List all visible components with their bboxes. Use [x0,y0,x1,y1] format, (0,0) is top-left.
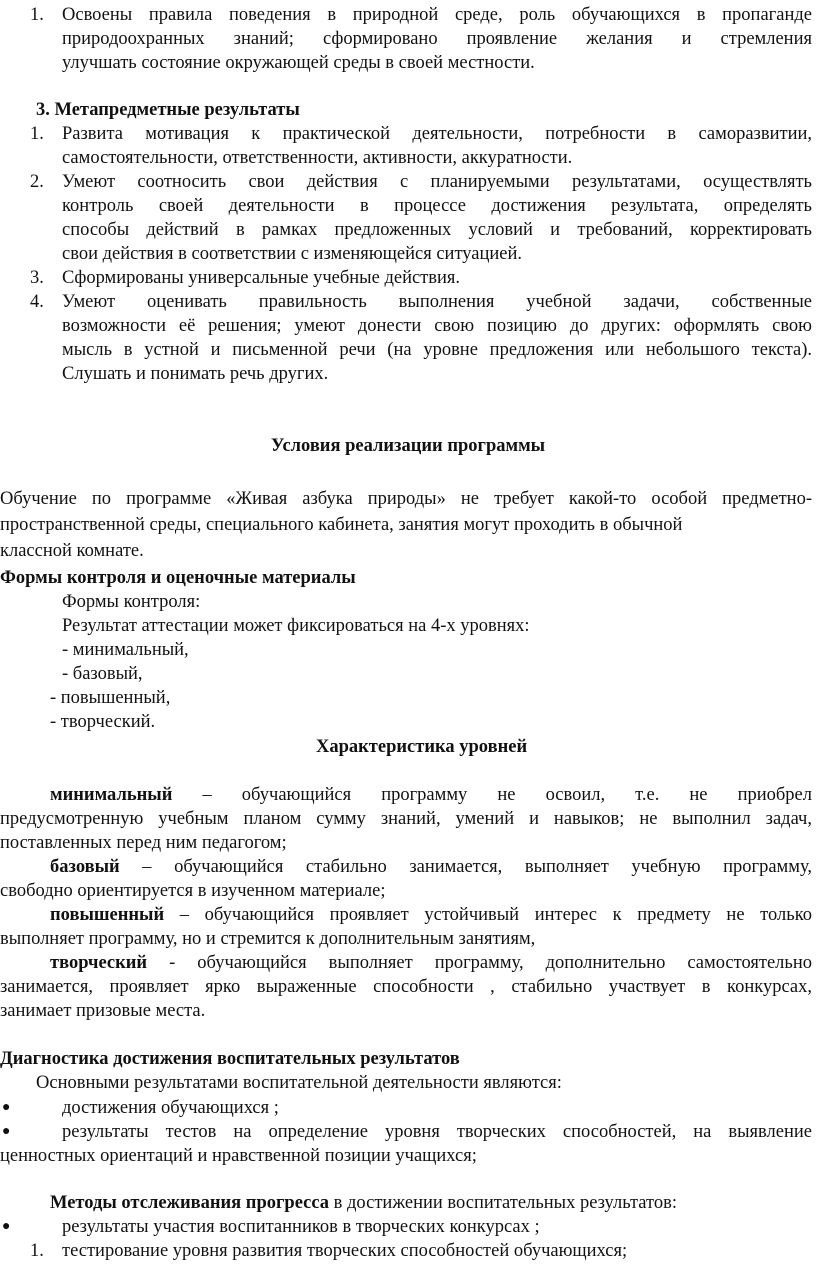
level-term: базовый [50,857,120,877]
level-first-line: базовый – обучающийся стабильно занимается, выполняет учебную программу, [50,857,812,877]
list-number: 3. [30,268,44,288]
level-line: выполняет программу, но и стремится к дополнительным занятиям, [0,929,536,949]
level-first-line: повышенный – обучающийся проявляет устойчивый интерес к предмету не только [50,905,812,925]
bullet-text: достижения обучающихся ; [62,1098,279,1118]
paragraph-line: пространственной среды, специального кабинета, занятия могут проходить в обычной [0,515,683,535]
methods-heading-rest: в достижении воспитательных результатов: [329,1193,677,1213]
control-heading: Формы контроля и оценочные материалы [0,568,356,588]
conditions-heading: Условия реализации программы [270,436,546,456]
list-line: Умеют оценивать правильность выполнения учебной задачи, собственные [62,292,812,312]
list-line: природоохранных знаний; сформировано проявление желания и стремления [62,29,812,49]
list-item [0,1239,816,1263]
list-line: способы действий в рамках предложенных условий и требований, корректировать [62,220,812,240]
control-line: Формы контроля: [62,592,201,612]
outcomes-list-top [0,3,816,75]
diagnostics-intro: Основными результатами воспитательной деятельности являются: [36,1073,562,1093]
level-description [0,903,812,951]
list-number: 2. [30,172,44,192]
list-item [0,170,816,266]
level-term: повышенный [50,905,165,925]
levels-heading: Характеристика уровней [316,737,528,757]
list-line: возможности её решения; умеют донести свою позицию до других: оформлять свою [62,316,812,336]
bullet-text: результаты участия воспитанников в творческих конкурсах ; [62,1217,540,1237]
level-line: поставленных перед ним педагогом; [0,833,287,853]
bullet-icon: ● [2,1100,11,1115]
bullet-item [0,1120,812,1168]
bullet-item [0,1096,812,1120]
list-item [0,266,816,290]
list-line: Освоены правила поведения в природной среде, роль обучающихся в пропаганде [62,5,812,25]
list-line: улучшать состояние окружающей среды в своей местности. [62,53,535,73]
level-first-line: минимальный – обучающийся программу не освоил, т.е. не приобрел [50,785,812,805]
bullet-item [0,1215,812,1239]
list-line: Развита мотивация к практической деятельности, потребности в саморазвитии, [62,124,812,144]
conditions-paragraph [0,486,812,564]
control-line: Результат аттестации может фиксироваться на 4-х уровнях: [62,616,530,636]
list-number: 1. [30,124,44,144]
control-level-item: - повышенный, [50,688,171,708]
methods-heading-bold: Методы отслеживания прогресса [50,1193,330,1213]
meta-results-list [0,122,816,386]
bullet-icon: ● [2,1219,11,1234]
level-description [0,855,812,903]
list-line: Сформированы универсальные учебные действия. [62,268,461,288]
list-item [0,3,816,75]
list-number: 1. [30,1241,44,1261]
level-description [0,951,812,1023]
level-first-line: творческий - обучающийся выполняет программу, дополнительно самостоятельно [50,953,812,973]
list-line: контроль своей деятельности в процессе достижения результата, определять [62,196,812,216]
list-item [0,290,816,386]
methods-numbered-list [0,1239,816,1263]
level-term: минимальный [50,785,173,805]
methods-heading [50,1191,677,1215]
paragraph-line: классной комнате. [0,541,144,561]
diagnostics-heading: Диагностика достижения воспитательных результатов [0,1049,460,1069]
bullet-text-continued: ценностных ориентаций и нравственной позиции учащихся; [0,1146,477,1166]
control-level-item: - базовый, [62,664,143,684]
meta-results-heading: 3. Метапредметные результаты [36,100,300,120]
list-number: 4. [30,292,44,312]
list-line: тестирование уровня развития творческих способностей обучающихся; [62,1241,628,1261]
control-level-item: - творческий. [50,712,156,732]
level-description [0,783,812,855]
level-line: свободно ориентируется в изученном материале; [0,881,386,901]
list-line: свои действия в соответствии с изменяющейся ситуацией. [62,244,523,264]
control-level-item: - минимальный, [62,640,189,660]
level-line: предусмотренную учебным планом сумму знаний, умений и навыков; не выполнил задач, [0,809,812,829]
list-line: Слушать и понимать речь других. [62,364,329,384]
level-line: занимает призовые места. [0,1001,206,1021]
bullet-text: результаты тестов на определение уровня творческих способностей, на выявление [62,1122,812,1142]
paragraph-line: Обучение по программе «Живая азбука природы» не требует какой-то особой предметно- [0,489,812,509]
list-line: Умеют соотносить свои действия с планируемыми результатами, осуществлять [62,172,812,192]
list-line: мысль в устной и письменной речи (на уровне предложения или небольшого текста). [62,340,812,360]
level-term: творческий [50,953,148,973]
list-number: 1. [30,5,44,25]
level-line: занимается, проявляет ярко выраженные способности , стабильно участвует в конкурсах, [0,977,812,997]
list-line: самостоятельности, ответственности, активности, аккуратности. [62,148,573,168]
bullet-icon: ● [2,1124,11,1139]
list-item [0,122,816,170]
